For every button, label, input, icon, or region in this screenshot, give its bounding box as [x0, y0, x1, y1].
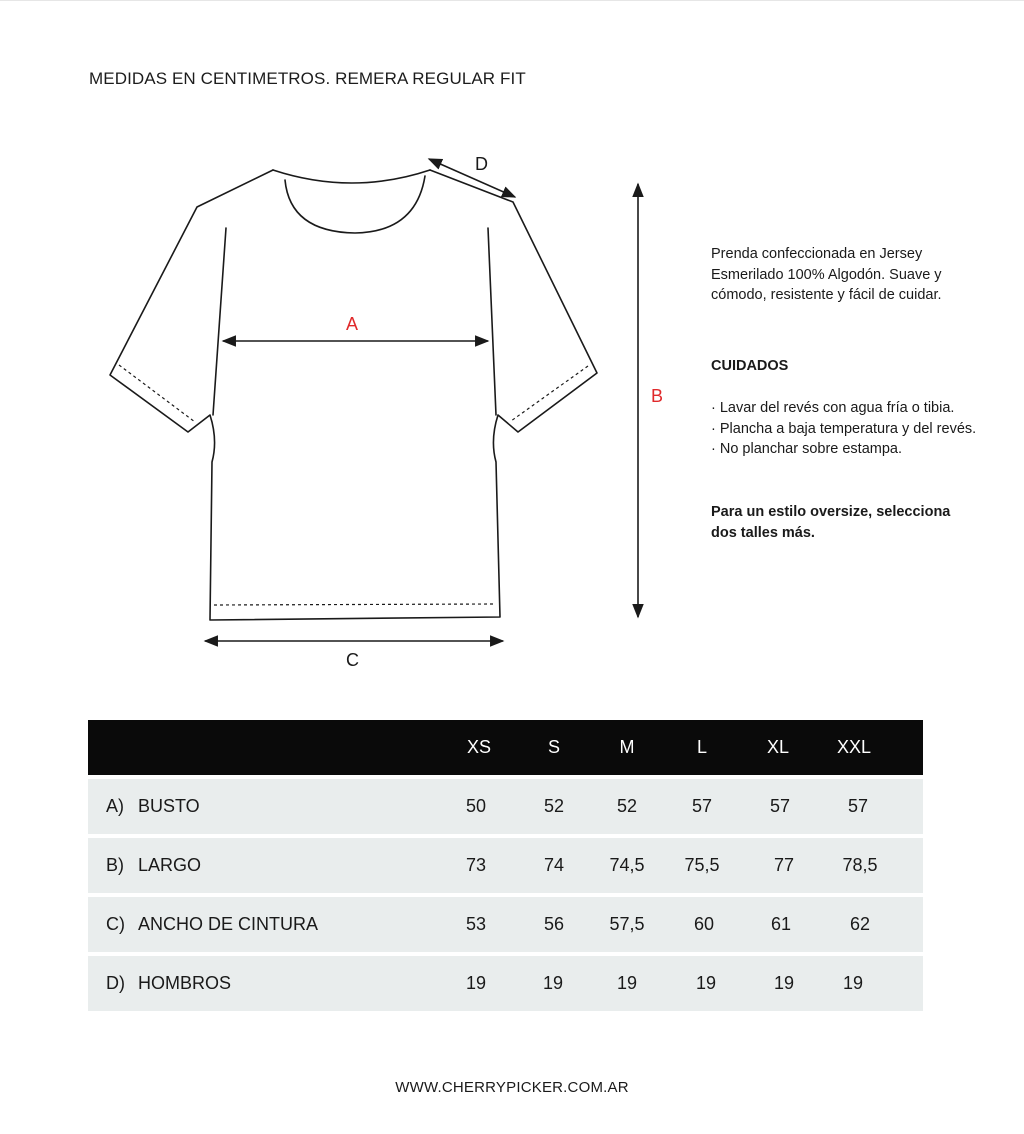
label-d: D	[475, 154, 488, 174]
table-cell: 56	[543, 914, 565, 934]
table-cell: 61	[770, 914, 792, 934]
table-cell: 75,5	[684, 855, 720, 875]
label-b: B	[651, 386, 664, 406]
row-name: ANCHO DE CINTURA	[138, 914, 319, 934]
table-cell: 57	[691, 796, 713, 816]
row-letter: D)	[106, 973, 125, 993]
row-label	[106, 897, 318, 952]
care-list	[711, 398, 976, 460]
table-cell: 52	[543, 796, 565, 816]
table-cell: 19	[465, 973, 487, 993]
row-label	[106, 779, 200, 834]
table-cell: 60	[693, 914, 715, 934]
care-item: · Lavar del revés con agua fría o tibia.	[711, 400, 955, 416]
size-table	[88, 720, 923, 1011]
row-letter: B)	[106, 855, 124, 875]
table-cell: 57	[769, 796, 791, 816]
top-divider	[0, 0, 1024, 1]
care-item: · Plancha a baja temperatura y del revés.	[711, 420, 977, 437]
size-header-m: M	[619, 737, 635, 757]
size-header-s: S	[547, 737, 560, 757]
table-cell: 62	[849, 914, 871, 934]
row-letter: C)	[106, 914, 125, 934]
table-row	[88, 838, 923, 893]
table-cell: 74	[543, 855, 565, 875]
table-cell: 73	[465, 855, 487, 875]
row-letter: A)	[106, 796, 124, 816]
table-cell: 19	[773, 973, 795, 993]
size-table-header	[88, 720, 923, 775]
product-description: Prenda confeccionada en Jersey Esmerilado 100% Algodón. Suave y cómodo, resistente y fácil de cuidar.	[711, 246, 942, 303]
tshirt-outline	[100, 150, 680, 680]
page-title: MEDIDAS EN CENTIMETROS. REMERA REGULAR FIT	[89, 69, 526, 88]
care-heading: CUIDADOS	[711, 358, 789, 374]
row-name: HOMBROS	[138, 973, 232, 993]
size-header-xl: XL	[766, 737, 790, 757]
table-cell: 19	[842, 973, 864, 993]
tshirt-diagram	[100, 150, 680, 680]
table-cell: 19	[695, 973, 717, 993]
size-header-xxl: XXL	[836, 737, 872, 757]
care-item: · No planchar sobre estampa.	[711, 441, 903, 457]
label-c: C	[346, 650, 359, 670]
table-cell: 78,5	[842, 855, 878, 875]
table-cell: 74,5	[609, 855, 645, 875]
size-header-l: L	[696, 737, 707, 757]
table-row	[88, 897, 923, 952]
table-cell: 57,5	[609, 914, 645, 934]
size-header-xs: XS	[466, 737, 491, 757]
table-cell: 19	[616, 973, 638, 993]
table-row	[88, 779, 923, 834]
table-cell: 77	[773, 855, 795, 875]
row-name: LARGO	[138, 855, 202, 875]
label-a: A	[346, 314, 359, 334]
table-cell: 57	[847, 796, 869, 816]
table-cell: 19	[542, 973, 564, 993]
table-cell: 53	[465, 914, 487, 934]
table-row	[88, 956, 923, 1011]
row-label	[106, 838, 201, 893]
row-name: BUSTO	[138, 796, 200, 816]
website-footer[interactable]: WWW.CHERRYPICKER.COM.AR	[395, 1079, 629, 1096]
row-label	[106, 956, 231, 1011]
table-cell: 50	[465, 796, 487, 816]
table-cell: 52	[616, 796, 638, 816]
oversize-note: Para un estilo oversize, selecciona dos talles más.	[711, 504, 951, 541]
